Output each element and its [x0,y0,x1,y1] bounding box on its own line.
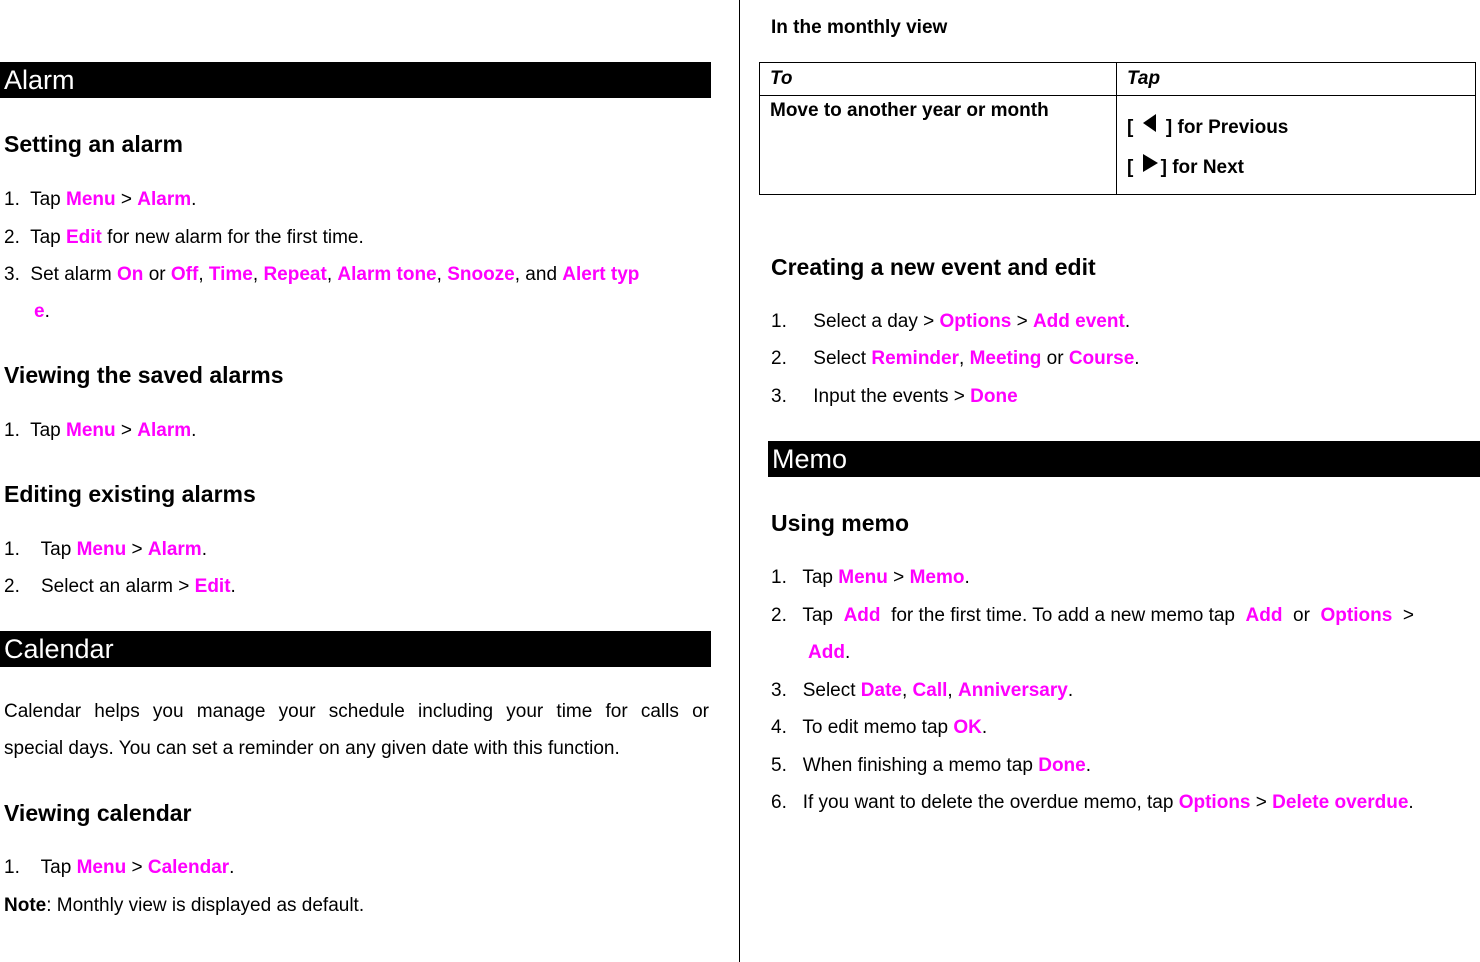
next-arrow-icon [1139,152,1161,174]
separator: > [1402,605,1414,626]
step-text: or [1046,348,1064,369]
meeting-keyword: Meeting [969,348,1042,369]
step-text: If you want to delete the overdue memo, tap [802,792,1174,813]
right-column [740,0,1480,962]
period: . [1134,348,1140,369]
note-text: : Monthly view is displayed as default. [46,895,365,916]
step-number: 6. [771,792,787,813]
step-text: Tap [802,567,833,588]
table-header-tap: Tap [1117,63,1476,96]
step-text: To edit memo tap [802,717,949,738]
edit-keyword: Edit [194,576,231,597]
step-text: Tap [30,189,61,210]
step-text: Tap [40,539,72,560]
alarm-tone-keyword: Alarm tone [337,264,437,285]
period: . [44,301,50,322]
creating-step-2 [771,347,1140,371]
separator: > [1016,311,1028,332]
menu-keyword: Menu [66,189,116,210]
step-number: 3. [771,386,787,407]
memo-step-1 [771,566,970,590]
table-header-row [760,63,1476,96]
separator: > [120,420,132,441]
off-keyword: Off [170,264,199,285]
memo-section-title: Memo [772,444,848,474]
step-text: Tap [30,227,61,248]
anniversary-keyword: Anniversary [957,680,1068,701]
viewing-step-1 [4,419,196,443]
step-number: 1. [771,567,787,588]
table-cell-tap [1117,96,1476,195]
time-keyword: Time [208,264,253,285]
memo-section-bar [768,441,1480,477]
alarm-keyword: Alarm [137,189,192,210]
delete-overdue-keyword: Delete overdue [1272,792,1409,813]
separator: > [131,857,143,878]
comma: , [947,680,953,701]
comma: , [198,264,204,285]
setting-step-2 [4,226,364,250]
memo-step-2-wrap [808,641,850,665]
calendar-paragraph-line-1: Calendar helps you manage your schedule including your time for calls or [4,701,709,722]
step-text: Tap [30,420,61,441]
step-number: 4. [771,717,787,738]
step-number: 2. [4,227,20,248]
memo-step-2 [771,604,1474,628]
next-label: ] for Next [1160,157,1245,178]
table-cell-action: Move to another year or month [760,96,1117,195]
table-header-to: To [760,63,1117,96]
comma: , [436,264,442,285]
on-keyword: On [117,264,144,285]
alert-type-keyword-wrap: e [34,301,45,322]
previous-instruction [1127,108,1465,148]
period: . [1067,680,1074,701]
memo-keyword: Memo [909,567,965,588]
reminder-keyword: Reminder [871,348,959,369]
calendar-section-title: Calendar [4,634,114,664]
step-number: 1. [4,189,20,210]
add-keyword: Add [808,642,845,663]
step-text: Select a day > [813,311,935,332]
step-text: for new alarm for the first time. [107,227,364,248]
step-text: Set alarm [30,264,112,285]
separator: > [893,567,905,588]
period: . [844,642,851,663]
bracket: [ [1127,117,1134,138]
period: . [1124,311,1131,332]
period: . [1408,792,1414,813]
step-number: 2. [771,348,787,369]
date-keyword: Date [860,680,902,701]
creating-step-1 [771,310,1130,334]
step-number: 3. [4,264,20,285]
options-keyword: Options [1178,792,1251,813]
period: . [191,420,197,441]
calendar-section-bar [0,631,711,667]
separator: > [1255,792,1267,813]
menu-keyword: Menu [76,857,127,878]
comma: , [959,348,965,369]
step-number: 1. [4,539,20,560]
step-number: 5. [771,755,787,776]
period: . [1085,755,1091,776]
viewing-alarms-heading: Viewing the saved alarms [4,362,284,388]
options-keyword: Options [1320,605,1393,626]
alarm-section-title: Alarm [4,65,75,95]
calendar-paragraph-line-2: special days. You can set a reminder on any given date with this function. [4,738,620,759]
note-label: Note [4,895,47,916]
step-number: 2. [4,576,20,597]
bracket: [ [1127,157,1134,178]
call-keyword: Call [912,680,948,701]
menu-keyword: Menu [76,539,127,560]
memo-step-5 [771,754,1091,778]
memo-step-3 [771,679,1073,703]
setting-step-3-wrap [34,300,50,324]
step-text: Input the events > [813,386,965,407]
alert-type-keyword: Alert typ [562,264,640,285]
period: . [981,717,988,738]
viewing-calendar-heading: Viewing calendar [4,800,192,826]
step-text: , and [514,264,558,285]
add-keyword: Add [843,605,881,626]
step-text: or [1293,605,1310,626]
repeat-keyword: Repeat [263,264,327,285]
period: . [230,576,236,597]
alarm-keyword: Alarm [137,420,192,441]
menu-keyword: Menu [66,420,116,441]
step-text: Tap [802,605,833,626]
using-memo-heading: Using memo [771,510,910,536]
options-keyword: Options [939,311,1012,332]
step-text: Select [802,680,856,701]
edit-keyword: Edit [66,227,102,248]
step-text: Select an alarm > [40,576,190,597]
done-keyword: Done [970,386,1018,407]
memo-step-6 [771,791,1414,815]
previous-label: ] for Previous [1165,117,1289,138]
step-text: or [148,264,166,285]
period: . [229,857,235,878]
separator: > [120,189,132,210]
step-text: When finishing a memo tap [802,755,1033,776]
creating-step-3 [771,385,1018,409]
next-instruction [1127,148,1465,188]
comma: , [252,264,259,285]
step-number: 1. [771,311,787,332]
left-column [0,0,712,962]
editing-alarms-heading: Editing existing alarms [4,481,256,507]
alarm-keyword: Alarm [147,539,202,560]
table-row [760,96,1476,195]
step-text: Select [813,348,867,369]
done-keyword: Done [1038,755,1086,776]
monthly-navigation-table [759,62,1476,195]
period: . [191,189,197,210]
setting-step-1 [4,188,196,212]
monthly-view-heading: In the monthly view [771,17,948,38]
step-number: 1. [4,857,20,878]
step-number: 3. [771,680,787,701]
add-keyword: Add [1245,605,1283,626]
calendar-step-1 [4,856,234,880]
period: . [964,567,970,588]
snooze-keyword: Snooze [447,264,515,285]
editing-step-2 [4,575,236,599]
memo-step-4 [771,716,987,740]
course-keyword: Course [1068,348,1135,369]
ok-keyword: OK [953,717,982,738]
step-text: Tap [40,857,72,878]
step-number: 2. [771,605,787,626]
add-event-keyword: Add event [1032,311,1125,332]
step-number: 1. [4,420,20,441]
previous-arrow-icon [1139,112,1161,134]
creating-event-heading: Creating a new event and edit [771,254,1096,280]
calendar-note [4,894,364,918]
step-text: for the first time. To add a new memo tap [891,605,1235,626]
separator: > [131,539,143,560]
calendar-keyword: Calendar [147,857,230,878]
comma: , [901,680,908,701]
setting-alarm-heading: Setting an alarm [4,131,183,157]
comma: , [326,264,333,285]
setting-step-3 [4,263,639,287]
alarm-section-bar [0,62,711,98]
period: . [201,539,207,560]
editing-step-1 [4,538,207,562]
menu-keyword: Menu [838,567,888,588]
